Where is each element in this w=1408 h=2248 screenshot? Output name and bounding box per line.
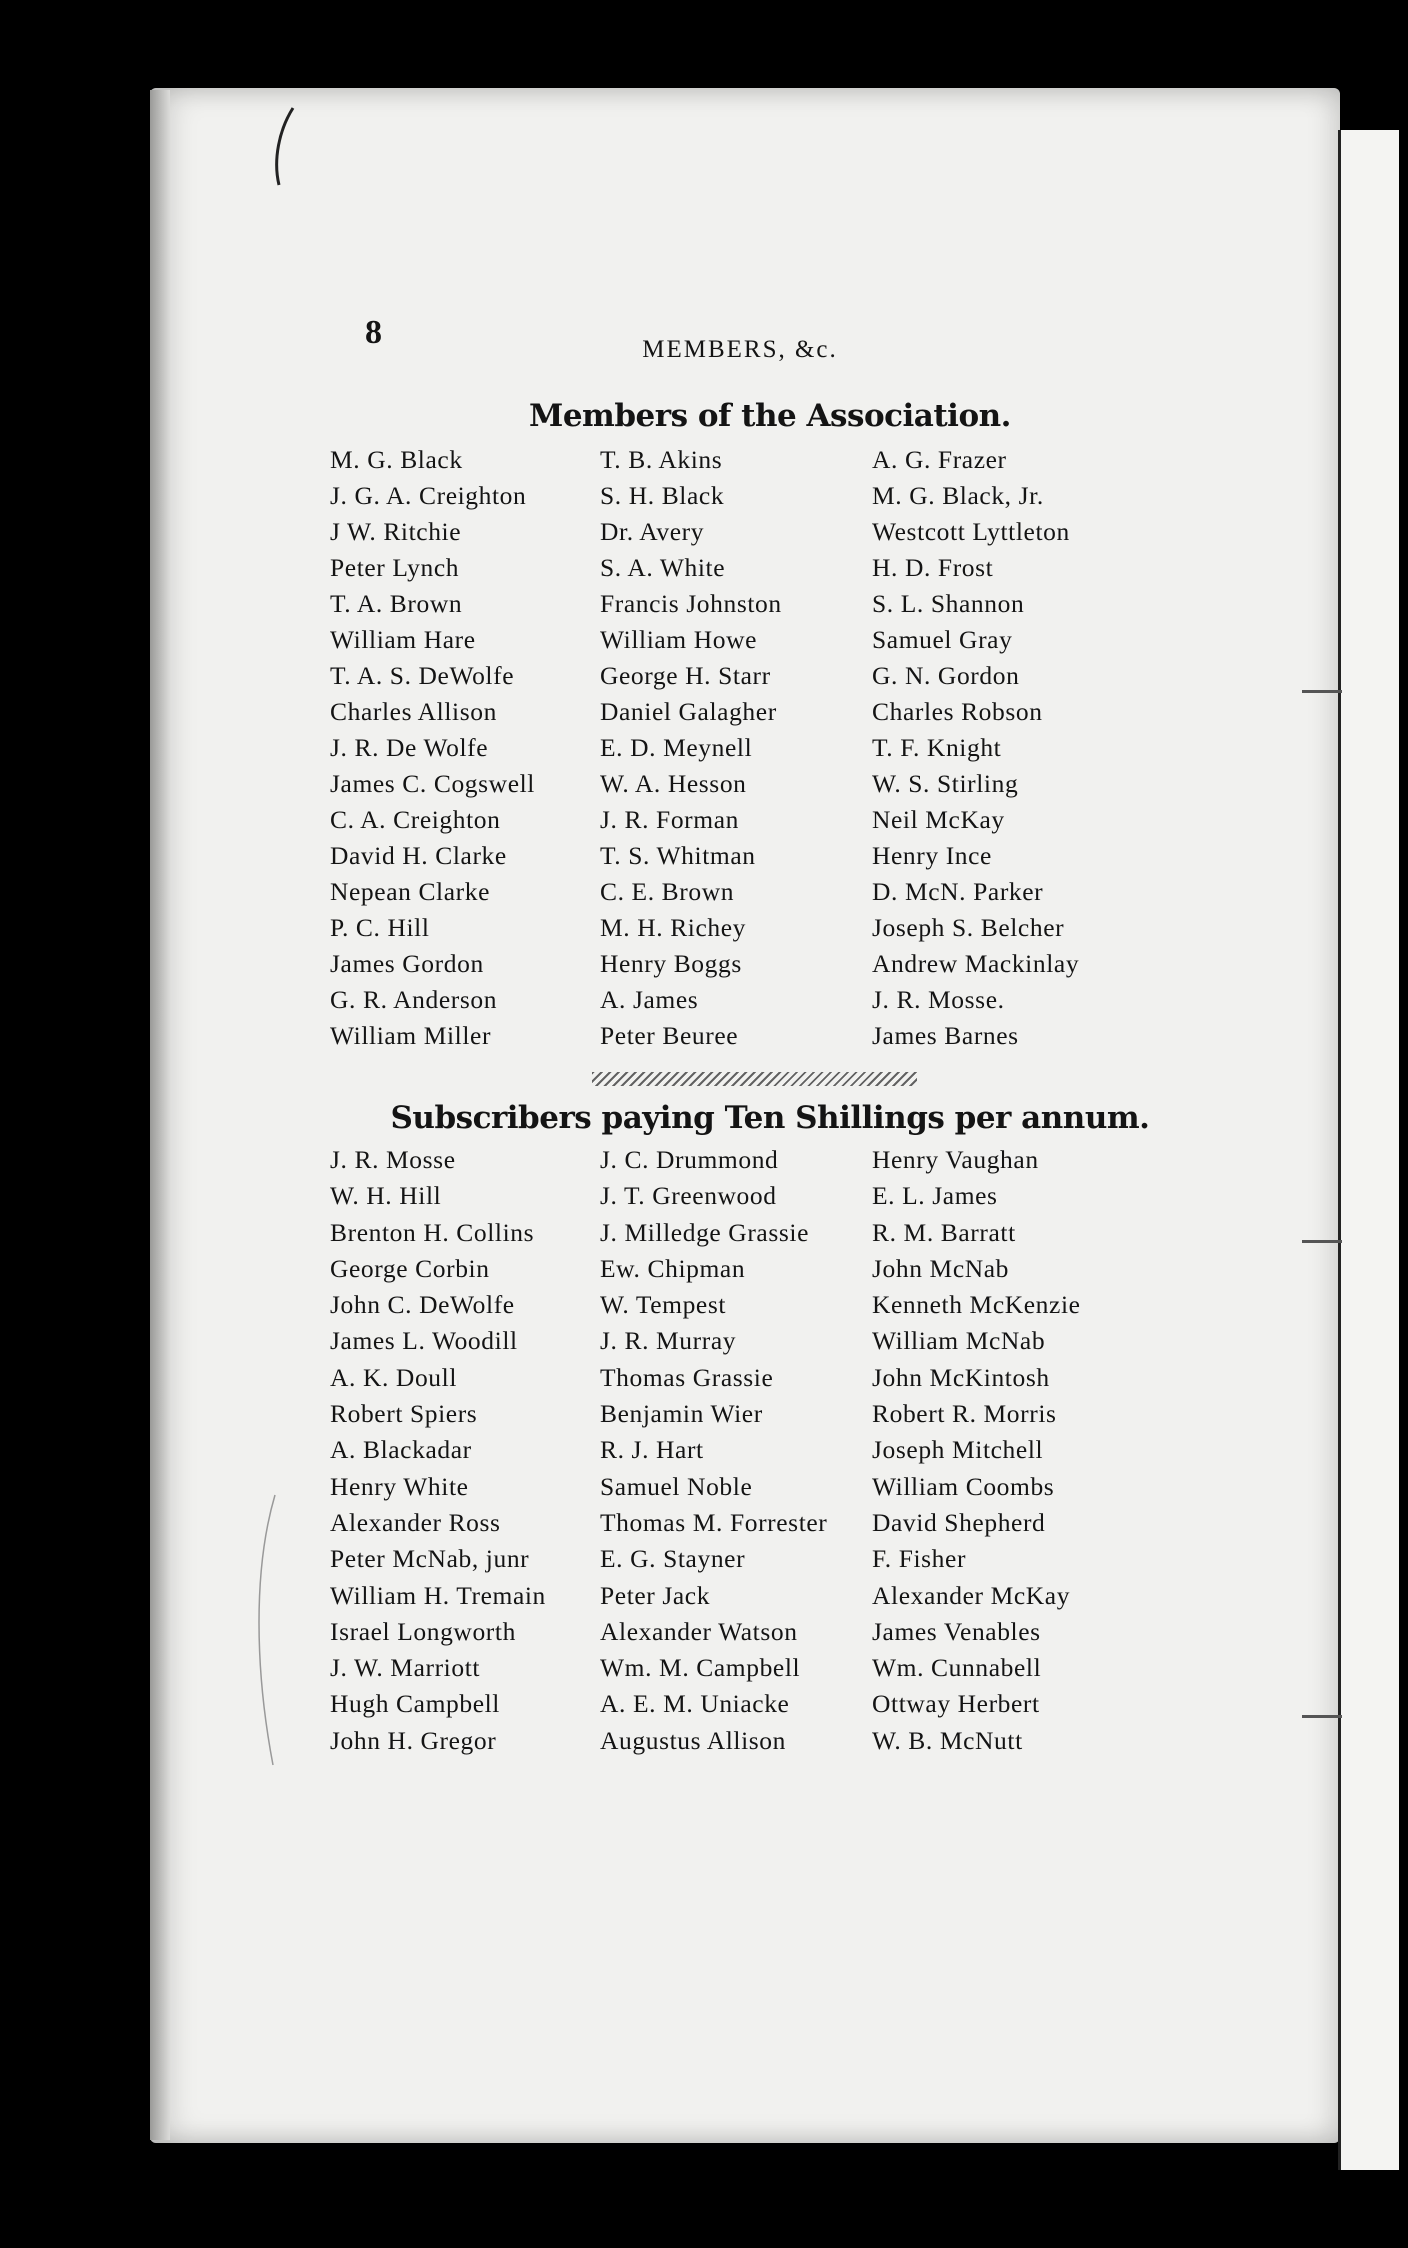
subscribers-name: Robert Spiers [330, 1399, 478, 1429]
subscribers-name: Samuel Noble [600, 1471, 753, 1501]
subscribers-name: Brenton H. Collins [330, 1217, 535, 1247]
subscribers-name: Thomas Grassie [600, 1362, 774, 1392]
members-column-2 [600, 442, 872, 1054]
members-name: D. McN. Parker [872, 877, 1044, 906]
subscribers-name: F. Fisher [872, 1544, 967, 1574]
page-gutter [150, 90, 170, 2140]
members-name: Westcott Lyttleton [872, 517, 1070, 546]
members-name: Charles Robson [872, 697, 1043, 726]
subscribers-name: R. J. Hart [600, 1435, 704, 1465]
members-name: Francis Johnston [600, 589, 782, 618]
members-name: A. James [600, 985, 699, 1014]
members-name: S. H. Black [600, 481, 725, 510]
ornamental-rule [592, 1072, 917, 1086]
subscribers-name: R. M. Barratt [872, 1217, 1016, 1247]
subscribers-name: W. H. Hill [330, 1181, 442, 1211]
members-name: C. A. Creighton [330, 805, 501, 834]
subscribers-name: Hugh Campbell [330, 1689, 500, 1719]
subscribers-name: J. C. Drummond [600, 1145, 779, 1174]
subscribers-name: Robert R. Morris [872, 1399, 1057, 1429]
subscribers-name: Peter Jack [600, 1580, 711, 1610]
members-name: James Gordon [330, 949, 484, 978]
members-name: James Barnes [872, 1021, 1019, 1050]
subscribers-name: William McNab [872, 1326, 1046, 1356]
subscribers-name: W. Tempest [600, 1290, 727, 1320]
subscribers-name: J. R. Murray [600, 1326, 737, 1356]
subscribers-name: John C. DeWolfe [330, 1290, 515, 1320]
members-name: C. E. Brown [600, 877, 735, 906]
adjacent-page-edge [1338, 130, 1399, 2170]
subscribers-name: Wm. M. Campbell [600, 1653, 801, 1683]
pencil-mark [265, 100, 305, 190]
members-name: Charles Allison [330, 697, 497, 726]
members-name: Andrew Mackinlay [872, 949, 1080, 978]
subscribers-name: John McKintosh [872, 1362, 1050, 1392]
members-name: William Miller [330, 1021, 492, 1050]
members-name: Henry Boggs [600, 949, 742, 978]
subscribers-name: Alexander Ross [330, 1507, 501, 1537]
members-name: Peter Beuree [600, 1021, 739, 1050]
members-name: T. A. S. DeWolfe [330, 661, 515, 690]
members-list [330, 442, 1150, 1054]
members-name: William Howe [600, 625, 758, 654]
members-name: J. G. A. Creighton [330, 481, 527, 510]
subscribers-name: J. Milledge Grassie [600, 1217, 809, 1247]
subscribers-name: A. Blackadar [330, 1435, 472, 1465]
members-name: E. D. Meynell [600, 733, 753, 762]
subscribers-name: Peter McNab, junr [330, 1544, 530, 1574]
subscribers-column-3 [872, 1142, 1142, 1759]
subscribers-name: William Coombs [872, 1471, 1055, 1501]
members-heading: Members of the Association. [529, 398, 1011, 434]
subscribers-name: Henry White [330, 1471, 469, 1501]
subscribers-name: A. K. Doull [330, 1362, 458, 1392]
subscribers-name: Israel Longworth [330, 1616, 516, 1646]
subscribers-name: Benjamin Wier [600, 1399, 763, 1429]
subscribers-name: Ew. Chipman [600, 1253, 746, 1283]
subscribers-name: Wm. Cunnabell [872, 1653, 1042, 1683]
subscribers-name: Henry Vaughan [872, 1145, 1039, 1174]
subscribers-list [330, 1142, 1150, 1759]
members-column-1 [330, 442, 600, 1054]
members-name: M. G. Black, Jr. [872, 481, 1044, 510]
subscribers-column-2 [600, 1142, 872, 1759]
binding-stitch [1302, 1240, 1342, 1243]
binding-stitch [1302, 690, 1342, 693]
binding-stitch [1302, 1715, 1342, 1718]
members-name: A. G. Frazer [872, 445, 1007, 474]
subscribers-name: James Venables [872, 1616, 1041, 1646]
members-name: George H. Starr [600, 661, 771, 690]
members-name: Dr. Avery [600, 517, 705, 546]
members-name: Daniel Galagher [600, 697, 777, 726]
subscribers-name: David Shepherd [872, 1507, 1046, 1537]
members-column-3 [872, 442, 1142, 1054]
members-name: J. R. Mosse. [872, 985, 1005, 1014]
subscribers-name: W. B. McNutt [872, 1725, 1023, 1755]
subscribers-name: E. G. Stayner [600, 1544, 746, 1574]
subscribers-name: J. R. Mosse [330, 1145, 456, 1174]
subscribers-heading: Subscribers paying Ten Shillings per annum. [390, 1100, 1150, 1136]
members-name: M. H. Richey [600, 913, 747, 942]
members-name: S. A. White [600, 553, 726, 582]
subscribers-name: Kenneth McKenzie [872, 1290, 1081, 1320]
subscribers-column-1 [330, 1142, 600, 1759]
members-name: G. N. Gordon [872, 661, 1020, 690]
members-name: Joseph S. Belcher [872, 913, 1065, 942]
members-name: H. D. Frost [872, 553, 994, 582]
members-name: Peter Lynch [330, 553, 460, 582]
members-name: P. C. Hill [330, 913, 430, 942]
members-name: Samuel Gray [872, 625, 1013, 654]
subscribers-name: James L. Woodill [330, 1326, 518, 1356]
members-name: J. R. De Wolfe [330, 733, 489, 762]
members-name: Neil McKay [872, 805, 1005, 834]
members-name: David H. Clarke [330, 841, 507, 870]
subscribers-name: E. L. James [872, 1181, 998, 1211]
members-name: Henry Ince [872, 841, 992, 870]
running-head-title: MEMBERS, &c. [642, 336, 838, 363]
members-name: James C. Cogswell [330, 769, 535, 798]
members-name: M. G. Black [330, 445, 463, 474]
subscribers-name: Joseph Mitchell [872, 1435, 1044, 1465]
members-name: T. S. Whitman [600, 841, 756, 870]
subscribers-name: Alexander McKay [872, 1580, 1071, 1610]
members-name: T. F. Knight [872, 733, 1002, 762]
subscribers-name: Augustus Allison [600, 1725, 787, 1755]
members-name: J W. Ritchie [330, 517, 462, 546]
running-head [330, 300, 1150, 363]
members-name: William Hare [330, 625, 476, 654]
subscribers-name: A. E. M. Uniacke [600, 1689, 790, 1719]
members-name: G. R. Anderson [330, 985, 498, 1014]
subscribers-name: Ottway Herbert [872, 1689, 1040, 1719]
subscribers-name: John McNab [872, 1253, 1010, 1283]
subscribers-name: J. T. Greenwood [600, 1181, 777, 1211]
members-name: J. R. Forman [600, 805, 739, 834]
subscribers-name: George Corbin [330, 1253, 490, 1283]
members-name: W. S. Stirling [872, 769, 1019, 798]
members-name: T. B. Akins [600, 445, 723, 474]
subscribers-name: J. W. Marriott [330, 1653, 481, 1683]
members-name: S. L. Shannon [872, 589, 1025, 618]
subscribers-name: William H. Tremain [330, 1580, 546, 1610]
page-number: 8 [365, 314, 382, 351]
page-content [330, 300, 1150, 1759]
faint-pencil-line [245, 1490, 285, 1770]
subscribers-name: Thomas M. Forrester [600, 1507, 828, 1537]
subscribers-name: Alexander Watson [600, 1616, 798, 1646]
members-name: Nepean Clarke [330, 877, 491, 906]
members-name: T. A. Brown [330, 589, 463, 618]
subscribers-name: John H. Gregor [330, 1725, 497, 1755]
members-name: W. A. Hesson [600, 769, 747, 798]
